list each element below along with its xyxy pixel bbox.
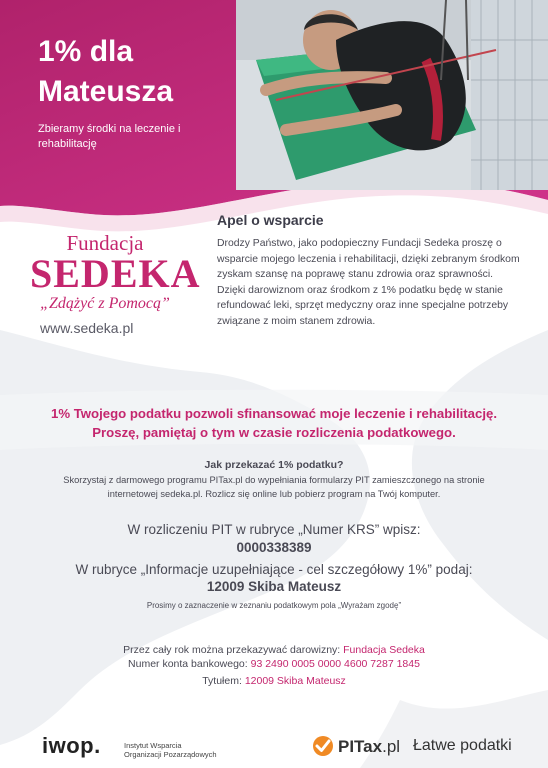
hero-subtitle: Zbieramy środki na leczenie i rehabilitację: [38, 123, 181, 150]
hero-photo: [236, 0, 548, 190]
bank-account-line: [0, 658, 548, 670]
logo-name: SEDEKA: [30, 251, 201, 296]
website-link[interactable]: www.sedeka.pl: [40, 320, 134, 336]
title-line: [0, 675, 548, 687]
headline-line1: 1% Twojego podatku pozwoli sfinansować moje leczenie i rehabilitację.: [50, 406, 498, 421]
hero-title-line1: 1% dla: [38, 35, 134, 68]
iwop-name-line1: Instytut Wsparcia: [124, 741, 182, 750]
hero-title-line2: Mateusza: [38, 75, 174, 108]
iwop-logo: iwop.: [42, 733, 101, 758]
info-value: 12009 Skiba Mateusz: [206, 579, 342, 594]
donation-line: [0, 644, 548, 656]
title-label: Tytułem:: [202, 675, 242, 687]
pitax-logo: [338, 737, 400, 757]
rehabilitation-photo: [236, 0, 548, 190]
info-label: W rubryce „Informacje uzupełniające - cel szczegółowy 1%” podaj:: [75, 562, 473, 577]
bank-account-label: Numer konta bankowego:: [128, 658, 248, 670]
pitax-tagline: Łatwe podatki: [413, 737, 512, 754]
iwop-name: [124, 741, 217, 759]
headline: [20, 404, 528, 442]
pitax-logo-bold: PITax: [338, 737, 383, 756]
iwop-name-line2: Organizacji Pozarządowych: [124, 750, 217, 759]
bank-account-number: 93 2490 0005 0000 4600 7287 1845: [250, 658, 420, 670]
pitax-check-icon: [311, 735, 335, 757]
how-body: Skorzystaj z darmowego programu PITax.pl do wypełniania formularzy PIT zamieszczonego na stronie internetowej sedeka.pl. Rozlicz się online lub pobierz program na Twój komputer.: [63, 475, 485, 499]
sedeka-logo: [30, 231, 201, 314]
donation-label: Przez cały rok można przekazywać darowizny:: [123, 644, 341, 656]
logo-motto: „Zdążyć z Pomocą”: [40, 295, 170, 312]
logo-fundacja: Fundacja: [66, 231, 144, 255]
headline-line2: Proszę, pamiętaj o tym w czasie rozliczenia podatkowego.: [92, 425, 456, 440]
apel-body: Drodzy Państwo, jako podopieczny Fundacji Sedeka proszę o wsparcie mojego leczenia i rehabilitacji, dzięki zebranym środkom zyskam szansę na poprawę stanu zdrowia oraz sprawności. Dzięki darowiznom oraz środkom z 1% podatku będę w stanie refundować leki, sprzęt medyczny oraz inne specjalne potrzeby związane z moim stanem zdrowia.: [217, 238, 520, 327]
krs-number: 0000338389: [236, 540, 312, 555]
krs-label: W rozliczeniu PIT w rubryce „Numer KRS” wpisz:: [127, 522, 421, 537]
apel-title: Apel o wsparcie: [217, 212, 324, 228]
donation-recipient: Fundacja Sedeka: [343, 644, 425, 656]
consent-note: Prosimy o zaznaczenie w zeznaniu podatkowym pola „Wyrażam zgodę”: [146, 601, 402, 610]
how-title: Jak przekazać 1% podatku?: [204, 459, 344, 471]
title-value: 12009 Skiba Mateusz: [244, 675, 346, 687]
hero-title: [38, 32, 173, 112]
pitax-logo-domain: .pl: [382, 737, 401, 756]
